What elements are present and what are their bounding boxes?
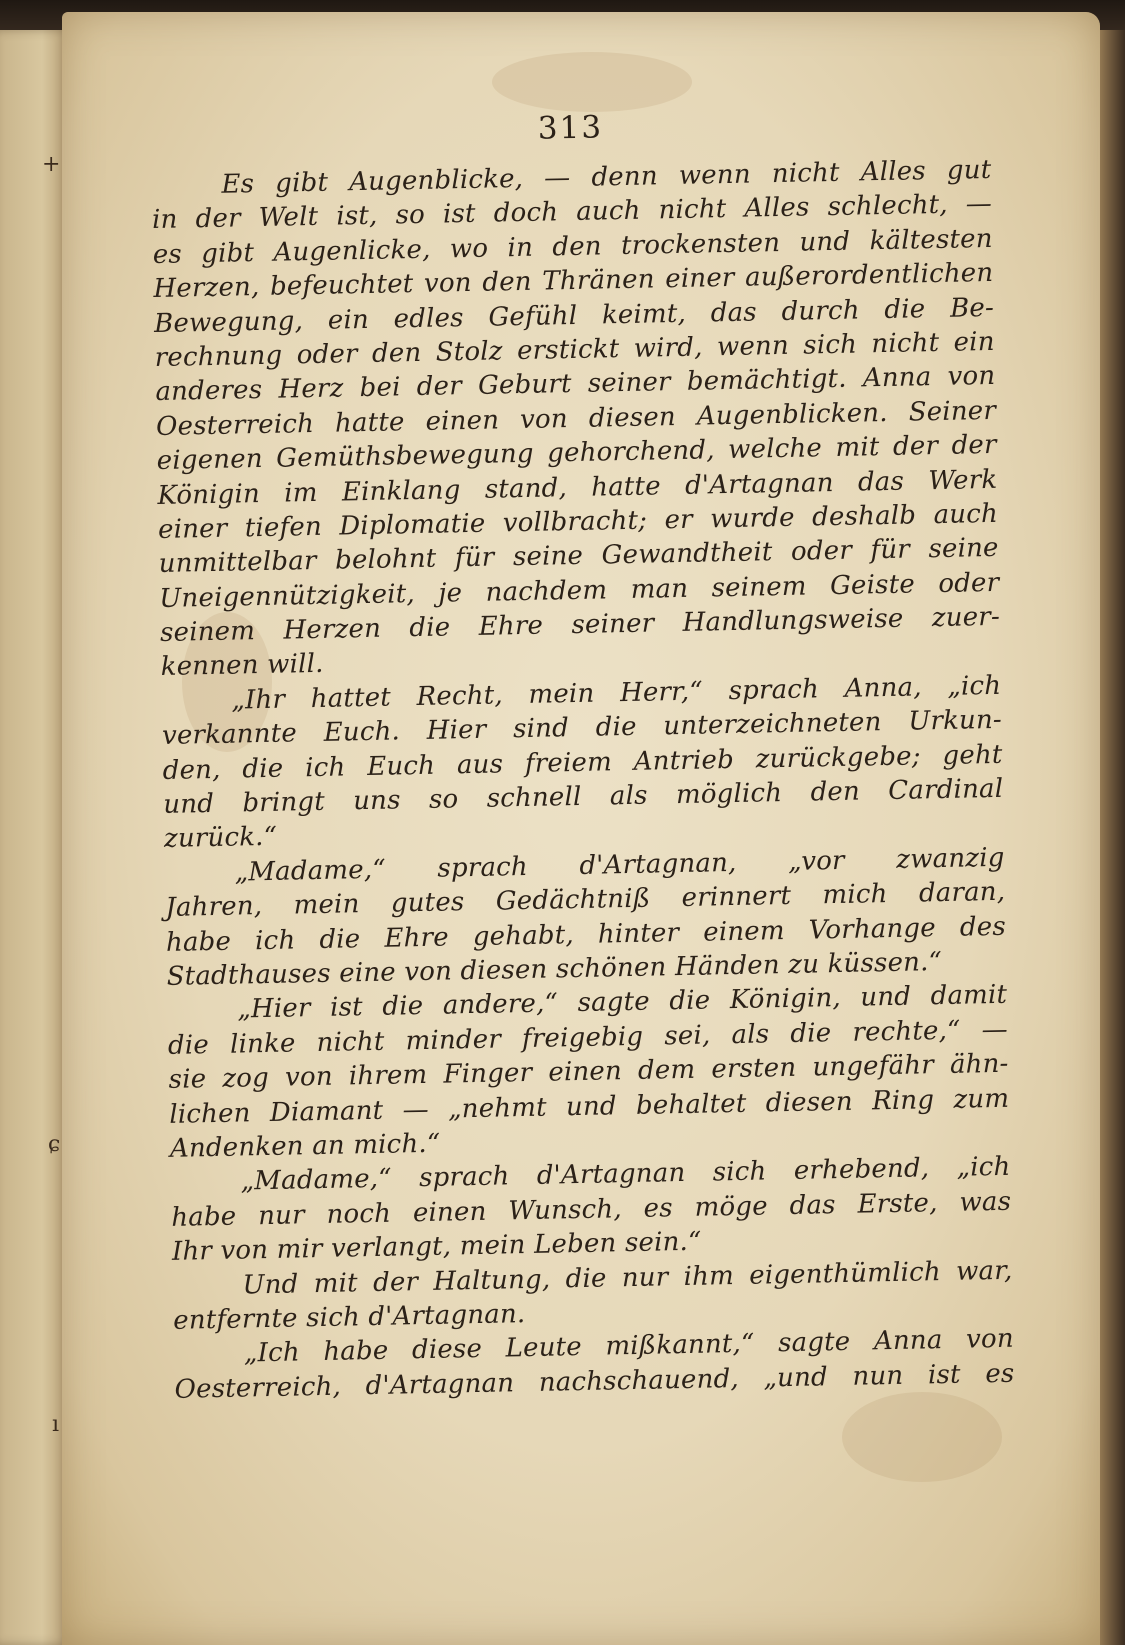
- text-line: Stadthauses eine von diesen schönen Händen zu küssen.“: [166, 947, 943, 992]
- text-line: verkannte Euch. Hier sind die unterzeichneten Urkun-: [161, 705, 1003, 752]
- text-lines: [151, 153, 1015, 1407]
- text-line: entfernte sich d'Artagnan.: [172, 1298, 526, 1336]
- paper-stain: [842, 1392, 1002, 1482]
- text-line: Oesterreich, d'Artagnan nachschauend, „und nun ist es: [174, 1358, 1015, 1405]
- margin-mark: +: [42, 152, 61, 177]
- text-line: einer tiefen Diplomatie vollbracht; er wurde deshalb auch: [157, 498, 999, 545]
- text-line: Bewegung, ein edles Gefühl keimt, das durch die Be-: [153, 292, 995, 339]
- text-line: zurück.“: [163, 822, 278, 855]
- text-line: die linke nicht minder freigebig sei, als die rechte,“ —: [167, 1014, 1009, 1061]
- text-line: lichen Diamant — „nehmt und behaltet diesen Ring zum: [169, 1083, 1010, 1130]
- text-line: Königin im Einklang stand, hatte d'Artagnan das Werk: [157, 464, 998, 511]
- text-line: Und mit der Haltung, die nur ihm eigenthümlich war,: [242, 1255, 1013, 1301]
- text-line: Herzen, befeuchtet von den Thränen einer außerordentlichen: [153, 258, 994, 305]
- text-line: „Ihr hattet Recht, mein Herr,“ sprach Anna, „ich: [231, 670, 1002, 716]
- text-line: sie zog von ihrem Finger einen dem ersten ungefähr ähn-: [168, 1048, 1009, 1096]
- text-line: eigenen Gemüthsbewegung gehorchend, welche mit der der: [156, 430, 997, 477]
- text-line: „Hier ist die andere,“ sagte die Königin, und damit: [237, 980, 1008, 1025]
- text-line: in der Welt ist, so ist doch auch nicht Alles schlecht, —: [151, 189, 993, 236]
- text-line: Uneigennützigkeit, je nachdem man seinem Geiste oder: [159, 567, 1000, 614]
- text-line: Ihr von mir verlangt, mein Leben sein.“: [171, 1226, 702, 1267]
- text-line: „Madame,“ sprach d'Artagnan, „vor zwanzig: [234, 842, 1005, 888]
- text-line: Oesterreich hatte einen von diesen Augenblicken. Seiner: [155, 395, 997, 442]
- text-line: „Madame,“ sprach d'Artagnan sich erhebend, „ich: [240, 1152, 1011, 1197]
- text-line: anderes Herz bei der Geburt seiner bemächtigt. Anna von: [155, 361, 996, 408]
- text-line: habe ich die Ehre gehabt, hinter einem Vorhange des: [165, 911, 1007, 958]
- text-line: „Ich habe diese Leute mißkannt,“ sagte Anna von: [243, 1323, 1015, 1369]
- margin-mark: ı: [52, 1412, 60, 1437]
- text-line: Jahren, mein gutes Gedächtniß erinnert mich daran,: [165, 876, 1006, 924]
- text-line: kennen will.: [160, 649, 324, 683]
- facing-page-edge: [0, 30, 70, 1645]
- text-line: seinem Herzen die Ehre seiner Handlungsweise zuer-: [159, 601, 1001, 649]
- text-line: Andenken an mich.“: [169, 1128, 441, 1164]
- text-line: unmittelbar belohnt für seine Gewandtheit oder für seine: [158, 533, 999, 580]
- text-line: habe nur noch einen Wunsch, es möge das Erste, was: [170, 1186, 1012, 1233]
- page-number: 313: [537, 109, 604, 147]
- text-line: Es gibt Augenblicke, — denn wenn nicht Alles gut: [221, 154, 992, 200]
- page-text: [150, 97, 1015, 1407]
- text-line: rechnung oder den Stolz erstickt wird, wenn sich nicht ein: [154, 326, 995, 373]
- margin-mark: ɕ: [48, 1132, 61, 1157]
- text-line: den, die ich Euch aus freiem Antrieb zurückgebe; geht: [162, 739, 1003, 786]
- text-line: und bringt uns so schnell als möglich den Cardinal: [163, 773, 1004, 820]
- text-line: es gibt Augenlicke, wo in den trockensten und kältesten: [152, 223, 993, 270]
